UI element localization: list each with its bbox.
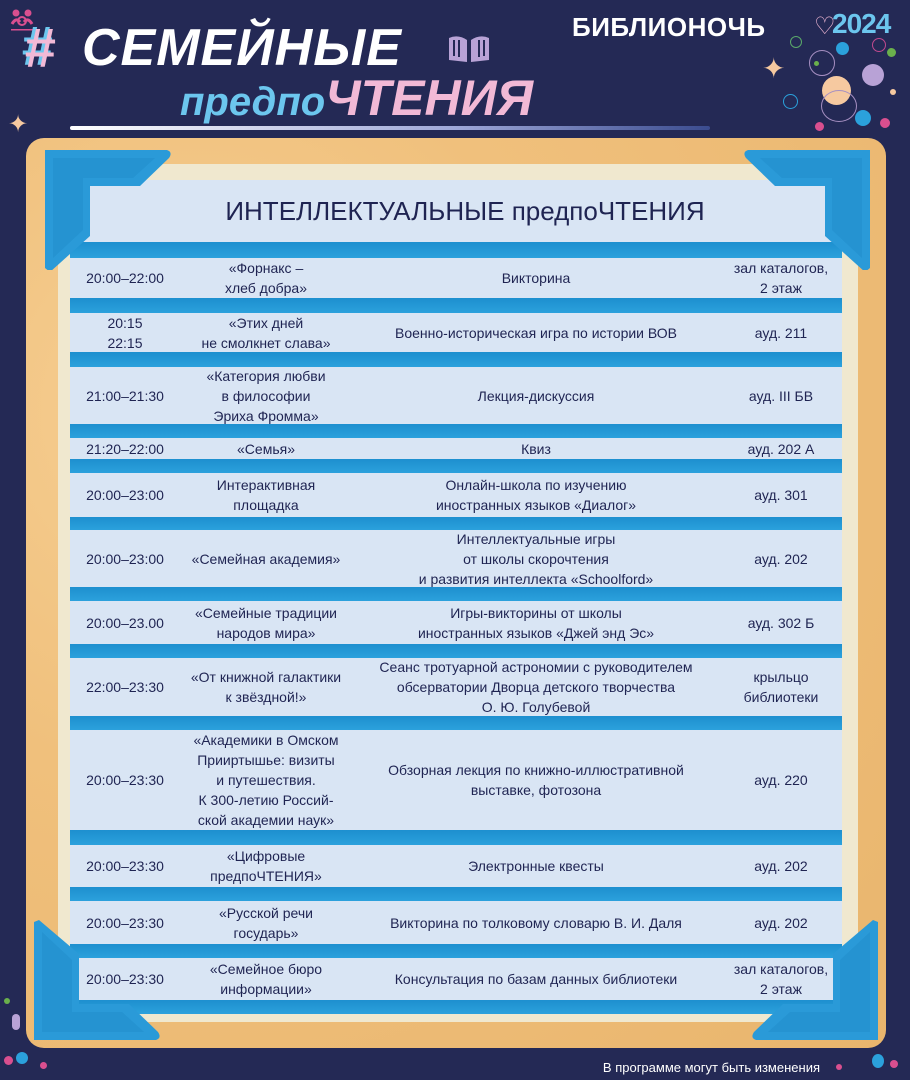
row-divider <box>70 587 842 601</box>
event-year: 2024 <box>832 8 891 39</box>
row-divider <box>70 242 842 258</box>
schedule-row <box>70 313 842 352</box>
ring <box>821 90 857 122</box>
dot <box>880 118 890 128</box>
title-line-2-main: ЧТЕНИЯ <box>325 70 534 126</box>
sparkle-icon: ✦ <box>8 111 29 138</box>
row-divider <box>70 459 842 473</box>
event-name: «Семейная академия» <box>191 550 341 567</box>
event-description: Консультация по базам данных библиотеки <box>394 971 678 987</box>
event-name: «Форнакс – хлеб добра» <box>224 260 308 296</box>
schedule-row <box>70 601 842 644</box>
event-time: 21:20–22:00 <box>86 440 164 457</box>
dot <box>4 998 10 1004</box>
event-location: ауд. 202 <box>754 858 808 874</box>
dot <box>872 1054 884 1068</box>
event-location: ауд. 202 <box>754 914 808 931</box>
event-time: 20:00–23:30 <box>86 971 164 987</box>
event-location: ауд. 202 <box>754 550 808 567</box>
dot <box>855 110 871 126</box>
event-description: Интеллектуальные игры от школы скорочтения и развития интеллекта «Schoolford» <box>418 530 654 587</box>
event-location: зал каталогов, 2 этаж <box>733 961 829 997</box>
event-location: ауд. 301 <box>754 487 808 503</box>
event-time: 21:00–21:30 <box>86 387 164 404</box>
row-divider <box>70 644 842 658</box>
corner-top-left <box>45 150 175 270</box>
event-time: 20:00–23:00 <box>86 487 164 503</box>
ring <box>783 94 798 109</box>
dot <box>814 61 819 66</box>
row-divider <box>70 944 842 958</box>
event-description: Игры-викторины от школы иностранных языков «Джей энд Эс» <box>417 604 655 641</box>
event-description: Лекция-дискуссия <box>477 387 595 404</box>
event-description: Викторина по толковому словарю В. И. Даля <box>390 914 682 931</box>
event-time: 20:00–23:30 <box>86 914 164 931</box>
event-name: «Этих дней не смолкнет слава» <box>201 314 331 351</box>
row-divider <box>70 424 842 438</box>
event-time: 20:00–23:00 <box>86 550 164 567</box>
event-location: ауд. III БВ <box>748 387 814 404</box>
event-name: «Академики в Омском Прииртышье: визиты и путешествия. К 300-летию Россий- ской академии наук» <box>193 732 339 828</box>
event-description: Сеанс тротуарной астрономии с руководителем обсерватории Дворца детского творчества О. Ю. Голубевой <box>379 659 693 715</box>
title-line-2-prefix: предпо <box>180 80 326 124</box>
dot <box>836 1064 842 1070</box>
ring <box>790 36 802 48</box>
event-location: ауд. 202 А <box>747 440 815 457</box>
ring <box>809 50 835 76</box>
event-location: крыльцо библиотеки <box>743 669 819 705</box>
event-description: Квиз <box>521 440 551 457</box>
corner-bottom-right <box>748 920 878 1040</box>
event-time: 22:00–23:30 <box>86 679 164 695</box>
schedule-row <box>70 730 842 830</box>
footer-note: В программе могут быть изменения <box>602 1060 820 1075</box>
event-description: Онлайн-школа по изучению иностранных языков «Диалог» <box>435 477 637 513</box>
dot <box>890 89 896 95</box>
corner-bottom-left <box>34 920 164 1040</box>
event-name: «Семейные традиции народов мира» <box>194 604 338 641</box>
row-divider <box>70 1000 842 1014</box>
row-divider <box>70 298 842 313</box>
event-name: «Категория любви в философии Эриха Фромма» <box>206 367 326 424</box>
dot <box>890 1060 898 1068</box>
sparkle-icon: ✦ <box>762 53 786 84</box>
dot <box>815 122 824 131</box>
event-name: БИБЛИОНОЧЬ <box>572 12 766 42</box>
heart-icon: ♡ <box>814 13 836 40</box>
title-line-1: СЕМЕЙНЫЕ <box>82 19 402 77</box>
ring <box>872 38 886 52</box>
row-divider <box>70 716 842 730</box>
schedule-row <box>70 845 842 887</box>
row-divider <box>70 830 842 845</box>
book-icon <box>446 32 492 64</box>
event-location: ауд. 302 Б <box>747 614 815 631</box>
dot <box>16 1052 28 1064</box>
event-location: зал каталогов, 2 этаж <box>733 260 829 296</box>
event-name: «От книжной галактики к звёздной!» <box>190 669 342 705</box>
event-time: 20:00–23.00 <box>86 614 164 631</box>
event-name: «Русской речи государь» <box>219 904 313 941</box>
event-description: Обзорная лекция по книжно-иллюстративной выставке, фотозона <box>388 762 684 798</box>
dot <box>836 42 849 55</box>
event-name: «Семья» <box>237 440 295 457</box>
corner-top-right <box>740 150 870 270</box>
schedule-row <box>70 473 842 517</box>
event-name: Интерактивная площадка <box>216 477 316 513</box>
event-name: «Цифровые предпоЧТЕНИЯ» <box>210 848 322 884</box>
title-hash: # <box>24 16 56 79</box>
event-description: Военно-историческая игра по истории ВОВ <box>395 324 677 341</box>
event-time: 20:00–22:00 <box>86 270 164 286</box>
schedule-row <box>70 901 842 944</box>
event-description: Электронные квесты <box>468 858 604 874</box>
event-description: Викторина <box>501 270 571 286</box>
dot <box>887 48 896 57</box>
schedule-row <box>70 367 842 424</box>
section-title: ИНТЕЛЛЕКТУАЛЬНЫЕ предпоЧТЕНИЯ <box>225 196 705 226</box>
row-divider <box>70 887 842 901</box>
dot <box>12 1014 20 1030</box>
event-location: ауд. 211 <box>754 324 808 341</box>
schedule-row <box>70 530 842 587</box>
event-time: 20:15 22:15 <box>107 314 143 351</box>
schedule-row <box>70 658 842 716</box>
schedule-row <box>70 438 842 459</box>
dot <box>4 1056 13 1065</box>
dot <box>862 64 884 86</box>
event-time: 20:00–23:30 <box>86 772 164 788</box>
schedule-row <box>70 958 842 1000</box>
event-location: ауд. 220 <box>754 772 808 788</box>
schedule-row <box>70 258 842 298</box>
dot <box>40 1062 47 1069</box>
event-name: «Семейное бюро информации» <box>209 961 323 997</box>
title-underline <box>70 126 710 130</box>
event-time: 20:00–23:30 <box>86 858 164 874</box>
